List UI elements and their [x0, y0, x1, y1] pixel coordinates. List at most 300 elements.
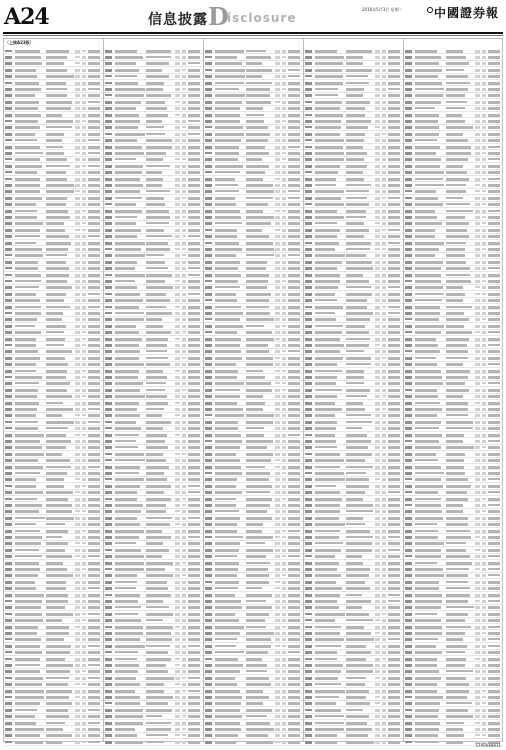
table-cell	[88, 88, 100, 90]
table-cell	[188, 722, 200, 725]
table-cell	[315, 715, 344, 717]
table-cell	[246, 376, 265, 379]
table-cell	[282, 267, 286, 270]
table-cell	[382, 338, 386, 341]
table-cell	[82, 318, 86, 321]
table-cell	[182, 402, 186, 405]
table-cell	[5, 498, 12, 500]
table-cell	[288, 478, 300, 481]
table-cell	[5, 254, 12, 256]
table-cell	[482, 363, 486, 366]
table-cell	[105, 587, 112, 590]
table-cell	[88, 210, 100, 213]
table-cell	[146, 75, 169, 78]
table-cell	[488, 318, 500, 321]
table-cell	[282, 414, 286, 417]
table-cell	[88, 626, 100, 629]
table-cell	[82, 56, 86, 59]
table-cell	[188, 197, 200, 200]
table-row	[204, 565, 303, 566]
table-cell	[115, 498, 137, 501]
table-cell	[188, 645, 200, 647]
table-cell	[382, 651, 386, 654]
table-cell	[88, 715, 100, 718]
table-cell	[175, 171, 180, 174]
table-row	[104, 367, 203, 368]
table-cell	[215, 459, 240, 462]
table-cell	[146, 466, 169, 469]
table-cell	[305, 75, 312, 77]
table-cell	[275, 562, 280, 565]
table-cell	[305, 178, 312, 181]
table-cell	[105, 619, 112, 622]
table-cell	[82, 485, 86, 487]
table-cell	[246, 75, 262, 78]
table-row	[304, 418, 403, 419]
table-cell	[375, 274, 380, 277]
table-cell	[46, 626, 69, 629]
table-cell	[475, 376, 480, 379]
table-cell	[215, 197, 235, 200]
table-row	[204, 169, 303, 170]
table-cell	[82, 280, 86, 283]
table-cell	[175, 114, 180, 116]
table-cell	[75, 133, 80, 136]
table-cell	[105, 248, 112, 250]
table-cell	[205, 562, 212, 565]
table-cell	[346, 446, 368, 449]
table-cell	[15, 414, 36, 417]
table-cell	[175, 690, 180, 693]
table-cell	[288, 594, 300, 597]
table-cell	[282, 555, 286, 557]
table-cell	[388, 690, 400, 693]
table-cell	[215, 107, 240, 110]
table-cell	[146, 504, 166, 507]
table-row	[104, 674, 203, 675]
table-cell	[5, 357, 12, 360]
table-cell	[5, 133, 12, 136]
table-cell	[382, 542, 386, 545]
table-row	[4, 373, 103, 374]
table-cell	[215, 466, 241, 469]
table-cell	[215, 683, 237, 686]
table-cell	[282, 427, 286, 430]
table-cell	[88, 613, 100, 615]
table-cell	[115, 683, 140, 686]
table-cell	[188, 664, 200, 667]
table-cell	[5, 94, 12, 97]
table-cell	[475, 542, 480, 545]
table-cell	[205, 203, 212, 206]
table-cell	[382, 504, 386, 507]
table-cell	[75, 312, 80, 315]
table-cell	[305, 677, 312, 680]
table-cell	[315, 325, 343, 327]
table-row	[204, 661, 303, 662]
table-cell	[88, 734, 100, 737]
table-row	[204, 233, 303, 234]
table-cell	[205, 683, 212, 686]
table-cell	[388, 376, 400, 379]
table-row	[404, 156, 503, 157]
table-cell	[246, 651, 268, 654]
table-cell	[315, 536, 339, 539]
table-cell	[82, 389, 86, 392]
table-cell	[75, 190, 80, 192]
table-cell	[375, 69, 380, 72]
table-cell	[275, 626, 280, 629]
table-row	[4, 60, 103, 61]
table-row	[104, 642, 203, 643]
table-cell	[375, 318, 380, 321]
table-cell	[415, 331, 441, 334]
table-cell	[315, 267, 337, 270]
table-cell	[146, 594, 171, 597]
table-cell	[82, 683, 86, 685]
table-cell	[382, 453, 386, 456]
table-cell	[82, 363, 86, 366]
table-cell	[15, 376, 42, 379]
table-cell	[346, 370, 364, 373]
table-cell	[188, 75, 200, 78]
table-cell	[288, 338, 300, 341]
table-cell	[46, 389, 67, 392]
table-cell	[275, 491, 280, 494]
table-cell	[288, 184, 300, 187]
table-cell	[288, 434, 300, 436]
table-cell	[5, 626, 12, 629]
table-row	[4, 610, 103, 611]
table-cell	[182, 210, 186, 213]
table-cell	[246, 235, 269, 238]
table-cell	[375, 248, 380, 250]
table-cell	[305, 613, 312, 615]
table-cell	[5, 350, 12, 353]
table-cell	[75, 568, 80, 571]
table-cell	[188, 453, 200, 456]
table-cell	[15, 664, 40, 666]
table-cell	[475, 568, 480, 570]
table-cell	[246, 158, 262, 161]
table-cell	[5, 670, 12, 673]
table-cell	[15, 613, 42, 616]
table-cell	[88, 69, 100, 72]
table-cell	[415, 459, 438, 461]
table-cell	[75, 299, 80, 302]
table-cell	[175, 190, 180, 193]
table-cell	[75, 62, 80, 64]
table-cell	[388, 338, 400, 341]
table-cell	[215, 344, 240, 347]
table-cell	[375, 286, 380, 289]
table-row	[104, 361, 203, 362]
table-cell	[346, 722, 367, 725]
table-cell	[188, 690, 200, 692]
table-row	[204, 572, 303, 573]
table-cell	[246, 50, 266, 52]
table-cell	[5, 242, 12, 245]
table-row	[404, 226, 503, 227]
table-cell	[115, 203, 136, 206]
table-cell	[405, 325, 412, 328]
table-cell	[182, 587, 186, 590]
table-cell	[315, 517, 339, 520]
table-cell	[82, 88, 86, 91]
table-cell	[488, 504, 500, 506]
table-cell	[5, 261, 12, 264]
table-cell	[46, 402, 63, 404]
table-cell	[482, 56, 486, 59]
table-cell	[475, 574, 480, 577]
table-cell	[188, 50, 200, 53]
table-cell	[305, 728, 312, 731]
table-cell	[275, 376, 280, 379]
table-cell	[82, 114, 86, 117]
table-row	[4, 169, 103, 170]
table-cell	[115, 312, 144, 314]
table-cell	[188, 306, 200, 309]
table-cell	[305, 555, 312, 557]
table-cell	[282, 139, 286, 142]
table-cell	[282, 107, 286, 110]
table-cell	[105, 408, 112, 411]
table-cell	[375, 88, 380, 91]
table-cell	[5, 562, 12, 565]
table-cell	[46, 536, 62, 538]
table-row	[404, 367, 503, 368]
table-cell	[488, 299, 500, 302]
table-cell	[446, 293, 465, 296]
table-cell	[288, 306, 300, 309]
table-row	[104, 597, 203, 598]
table-cell	[488, 370, 500, 373]
table-cell	[405, 498, 412, 501]
table-cell	[288, 536, 300, 539]
table-cell	[75, 715, 80, 718]
table-cell	[215, 562, 239, 565]
table-cell	[482, 299, 486, 302]
table-cell	[346, 210, 366, 213]
table-cell	[15, 120, 38, 123]
table-cell	[405, 485, 412, 488]
table-row	[404, 553, 503, 554]
table-cell	[205, 107, 212, 110]
table-cell	[215, 709, 240, 712]
table-cell	[215, 363, 236, 366]
table-cell	[288, 389, 300, 392]
table-cell	[15, 690, 44, 693]
table-cell	[346, 402, 363, 405]
table-row	[204, 425, 303, 426]
table-cell	[5, 485, 12, 487]
table-cell	[475, 152, 480, 155]
table-cell	[188, 619, 200, 622]
table-cell	[46, 216, 70, 219]
table-cell	[475, 402, 480, 404]
table-cell	[105, 152, 112, 155]
table-cell	[205, 594, 212, 597]
table-cell	[282, 235, 286, 238]
table-cell	[305, 574, 312, 577]
table-cell	[188, 293, 200, 295]
table-cell	[288, 402, 300, 405]
table-cell	[482, 120, 486, 123]
table-row	[404, 284, 503, 285]
table-row	[104, 501, 203, 502]
table-cell	[288, 331, 300, 334]
table-cell	[82, 562, 86, 565]
table-cell	[146, 549, 169, 552]
table-cell	[75, 606, 80, 609]
table-cell	[475, 434, 480, 437]
table-cell	[175, 94, 180, 97]
table-cell	[5, 267, 12, 269]
table-cell	[115, 344, 139, 347]
table-cell	[475, 75, 480, 78]
table-row	[404, 335, 503, 336]
table-cell	[405, 158, 412, 161]
table-cell	[75, 370, 80, 373]
table-cell	[482, 645, 486, 648]
table-cell	[205, 229, 212, 231]
table-row	[304, 610, 403, 611]
table-cell	[215, 120, 240, 123]
table-cell	[188, 158, 200, 161]
table-cell	[282, 62, 286, 65]
table-cell	[288, 363, 300, 366]
table-row	[304, 489, 403, 490]
table-cell	[475, 261, 480, 264]
table-cell	[282, 466, 286, 469]
table-cell	[382, 427, 386, 430]
table-cell	[115, 478, 144, 481]
table-cell	[105, 542, 112, 545]
table-cell	[175, 62, 180, 65]
table-cell	[415, 632, 442, 635]
table-cell	[475, 549, 480, 551]
table-cell	[215, 152, 239, 155]
table-cell	[82, 274, 86, 277]
table-cell	[46, 280, 67, 283]
table-cell	[305, 88, 312, 91]
table-cell	[46, 728, 63, 731]
table-row	[204, 399, 303, 400]
table-row	[204, 207, 303, 208]
table-cell	[446, 56, 466, 59]
table-cell	[305, 606, 312, 609]
table-cell	[246, 338, 274, 341]
table-cell	[375, 242, 380, 245]
table-cell	[382, 421, 386, 424]
table-cell	[82, 82, 86, 85]
table-row	[204, 271, 303, 272]
table-cell	[415, 50, 437, 53]
table-row	[4, 66, 103, 67]
table-cell	[405, 88, 412, 91]
table-cell	[305, 267, 312, 270]
table-row	[404, 578, 503, 579]
table-cell	[346, 389, 370, 392]
table-row	[4, 725, 103, 726]
table-cell	[205, 210, 212, 213]
table-cell	[346, 395, 367, 397]
table-cell	[205, 248, 212, 251]
table-cell	[115, 178, 140, 181]
table-cell	[182, 280, 186, 283]
table-cell	[182, 331, 186, 333]
table-cell	[482, 107, 486, 110]
table-cell	[205, 722, 212, 725]
table-cell	[115, 50, 137, 53]
table-cell	[215, 395, 240, 398]
table-row	[404, 469, 503, 470]
table-cell	[82, 645, 86, 648]
table-cell	[246, 184, 273, 187]
table-cell	[405, 523, 412, 526]
table-cell	[405, 709, 412, 711]
table-cell	[382, 574, 386, 577]
table-cell	[415, 485, 443, 488]
table-cell	[205, 491, 212, 494]
table-cell	[115, 120, 140, 123]
table-cell	[375, 600, 380, 603]
table-cell	[388, 242, 400, 244]
table-cell	[205, 466, 212, 469]
table-cell	[315, 395, 337, 398]
table-cell	[275, 107, 280, 110]
table-cell	[315, 126, 341, 129]
table-cell	[375, 389, 380, 392]
table-cell	[488, 696, 500, 699]
table-row	[4, 188, 103, 189]
table-cell	[88, 242, 100, 245]
table-cell	[246, 197, 273, 199]
table-cell	[105, 62, 112, 65]
table-cell	[46, 510, 72, 513]
table-cell	[288, 325, 300, 328]
table-row	[104, 149, 203, 150]
table-cell	[88, 677, 100, 679]
table-cell	[346, 574, 369, 577]
table-row	[104, 335, 203, 336]
table-cell	[175, 376, 180, 379]
table-cell	[288, 664, 300, 667]
table-cell	[175, 370, 180, 372]
table-row	[4, 565, 103, 566]
table-cell	[88, 466, 100, 468]
table-cell	[415, 530, 438, 532]
table-cell	[346, 459, 365, 462]
table-cell	[115, 56, 143, 59]
table-cell	[375, 370, 380, 373]
table-row	[4, 585, 103, 586]
table-cell	[146, 229, 164, 232]
table-row	[204, 245, 303, 246]
table-cell	[205, 587, 212, 590]
table-cell	[82, 510, 86, 512]
table-cell	[182, 50, 186, 53]
table-cell	[405, 421, 412, 424]
table-cell	[482, 286, 486, 289]
table-cell	[405, 248, 412, 251]
table-cell	[346, 286, 371, 288]
table-cell	[488, 344, 500, 346]
table-cell	[82, 664, 86, 667]
table-cell	[346, 491, 365, 494]
table-cell	[475, 581, 480, 584]
table-cell	[305, 645, 312, 648]
